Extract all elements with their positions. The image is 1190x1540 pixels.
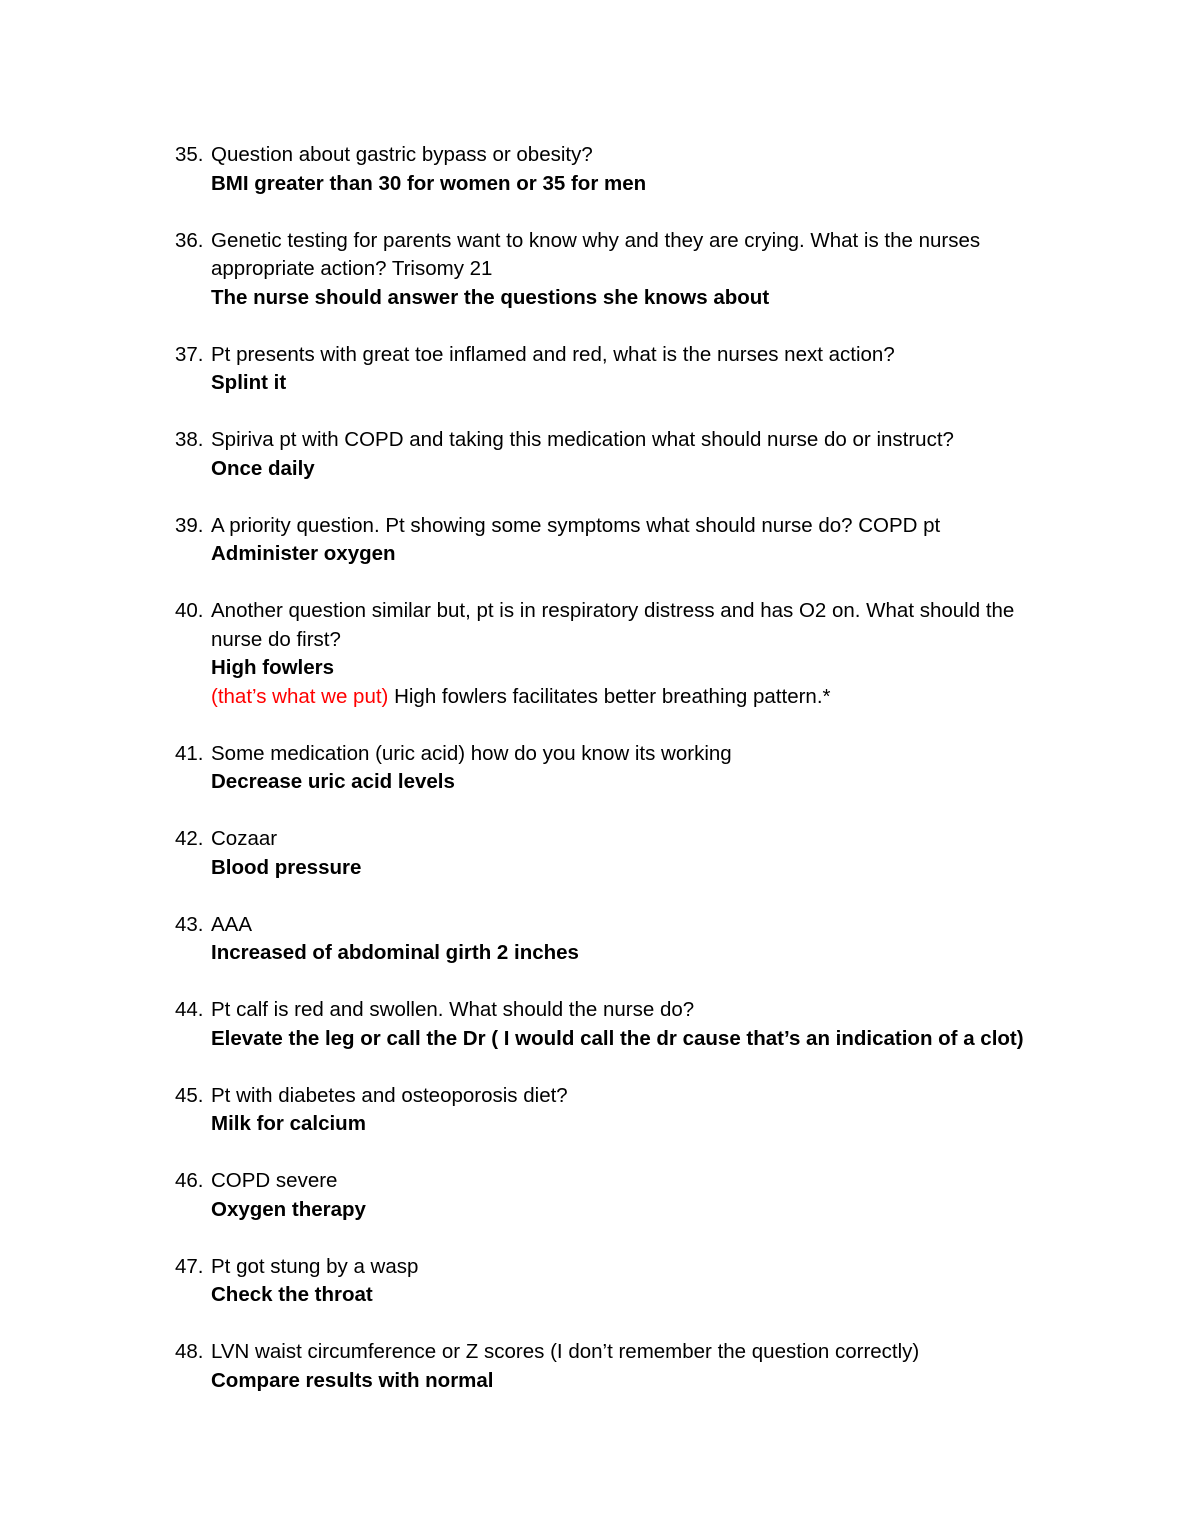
qa-item-47 bbox=[175, 1253, 1035, 1310]
qa-item-43 bbox=[175, 911, 1035, 968]
question-text: Some medication (uric acid) how do you know its working bbox=[211, 741, 732, 765]
qa-item-35 bbox=[175, 141, 1035, 198]
answer-text: Compare results with normal bbox=[211, 1368, 494, 1392]
answer-text: Blood pressure bbox=[211, 855, 362, 879]
question-text: Pt presents with great toe inflamed and red, what is the nurses next action? bbox=[211, 342, 895, 366]
qa-item-38 bbox=[175, 426, 1035, 483]
answer-text: The nurse should answer the questions she knows about bbox=[211, 285, 770, 309]
question-text: LVN waist circumference or Z scores (I don’t remember the question correctly) bbox=[211, 1340, 920, 1363]
answer-text: High fowlers bbox=[211, 656, 335, 679]
question-text: A priority question. Pt showing some symptoms what should nurse do? COPD pt bbox=[211, 513, 941, 537]
question-text: Question about gastric bypass or obesity? bbox=[211, 143, 593, 166]
qa-item-37 bbox=[175, 341, 1035, 398]
item-number: 40. bbox=[175, 599, 204, 622]
answer-text: Once daily bbox=[211, 456, 315, 480]
qa-item-40 bbox=[175, 597, 1035, 711]
qa-item-45 bbox=[175, 1082, 1035, 1139]
answer-note-highlight: (that’s what we put) bbox=[211, 684, 389, 708]
question-text: Genetic testing for parents want to know why and they are crying. What is the nurses appropriate action? Trisomy 21 bbox=[211, 228, 981, 280]
qa-item-42 bbox=[175, 825, 1035, 882]
question-text: AAA bbox=[211, 912, 253, 936]
item-number: 44. bbox=[175, 998, 204, 1021]
item-number: 47. bbox=[175, 1254, 204, 1278]
answer-text: Check the throat bbox=[211, 1283, 373, 1306]
question-text: Spiriva pt with COPD and taking this medication what should nurse do or instruct? bbox=[211, 428, 954, 451]
answer-text: Increased of abdominal girth 2 inches bbox=[211, 941, 579, 964]
item-number: 48. bbox=[175, 1340, 204, 1363]
item-number: 45. bbox=[175, 1083, 204, 1107]
question-text: Another question similar but, pt is in respiratory distress and has O2 on. What should the nurse do first? bbox=[211, 599, 1015, 651]
item-number: 41. bbox=[175, 741, 204, 765]
answer-note bbox=[211, 683, 1035, 712]
answer-text: Splint it bbox=[211, 371, 287, 394]
item-number: 35. bbox=[175, 143, 204, 166]
question-text: COPD severe bbox=[211, 1169, 338, 1192]
question-text: Pt with diabetes and osteoporosis diet? bbox=[211, 1083, 568, 1107]
answer-text: BMI greater than 30 for women or 35 for men bbox=[211, 171, 647, 195]
answer-text: Decrease uric acid levels bbox=[211, 770, 455, 793]
item-number: 43. bbox=[175, 912, 204, 936]
item-number: 42. bbox=[175, 827, 204, 850]
question-text: Pt got stung by a wasp bbox=[211, 1254, 419, 1278]
item-number: 37. bbox=[175, 342, 204, 366]
item-number: 39. bbox=[175, 513, 204, 537]
answer-text: Oxygen therapy bbox=[211, 1197, 366, 1221]
qa-item-41 bbox=[175, 740, 1035, 797]
answer-text: Administer oxygen bbox=[211, 542, 396, 565]
question-text: Cozaar bbox=[211, 827, 278, 850]
qa-item-36 bbox=[175, 227, 1035, 313]
question-text: Pt calf is red and swollen. What should the nurse do? bbox=[211, 998, 695, 1021]
qa-list bbox=[175, 141, 1035, 1424]
answer-note-text: High fowlers facilitates better breathing pattern.* bbox=[388, 684, 831, 708]
answer-text: Milk for calcium bbox=[211, 1112, 366, 1135]
qa-item-39 bbox=[175, 512, 1035, 569]
answer-text: Elevate the leg or call the Dr ( I would call the dr cause that’s an indication of a clot) bbox=[211, 1026, 1024, 1050]
qa-item-44 bbox=[175, 996, 1035, 1053]
item-number: 46. bbox=[175, 1169, 204, 1192]
item-number: 38. bbox=[175, 428, 204, 451]
qa-item-46 bbox=[175, 1167, 1035, 1224]
item-number: 36. bbox=[175, 228, 204, 252]
qa-item-48 bbox=[175, 1338, 1035, 1395]
